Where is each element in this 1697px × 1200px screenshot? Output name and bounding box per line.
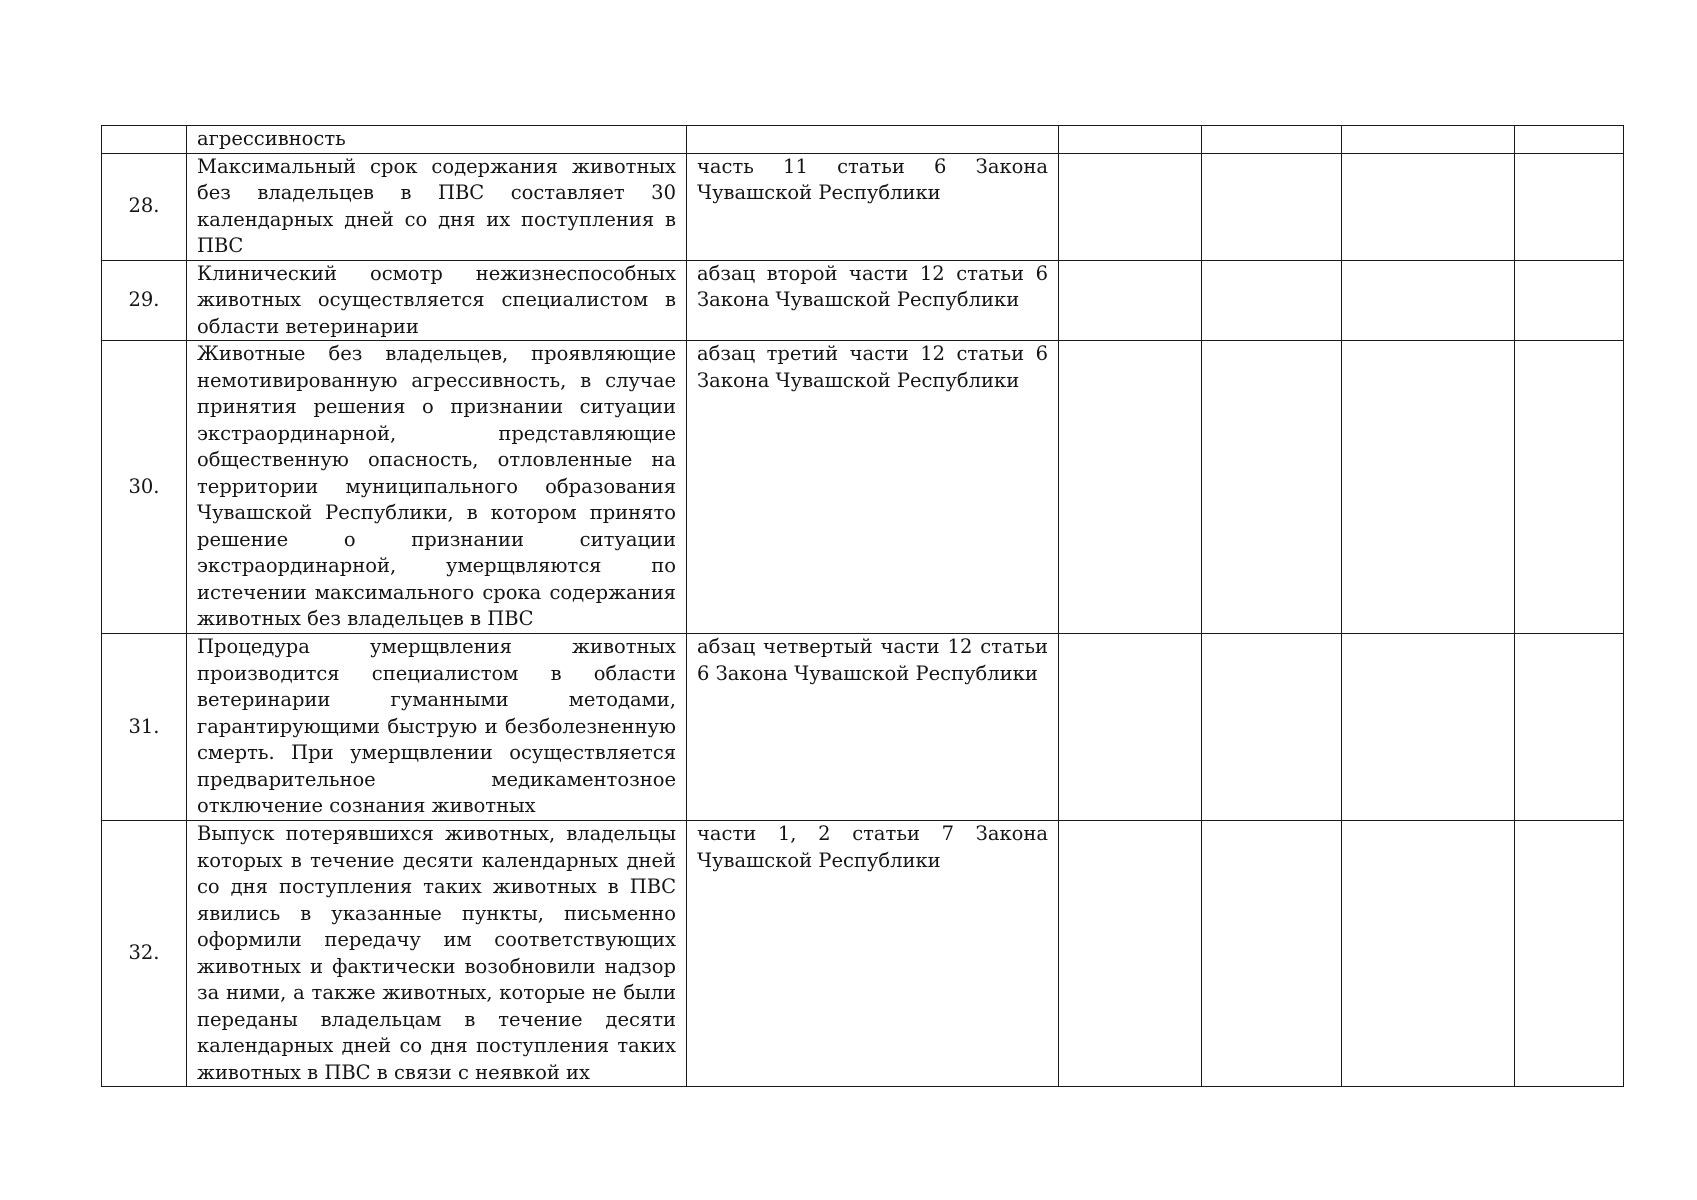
legal-reference: абзац четвертый части 12 статьи 6 Закона Чувашской Республики	[687, 634, 1059, 821]
answer-cell-yes	[1059, 821, 1202, 1087]
legal-reference	[687, 126, 1059, 154]
answer-cell-not-applicable	[1342, 821, 1515, 1087]
table-row	[102, 821, 1624, 1087]
answer-cell-no	[1202, 260, 1342, 341]
requirement-text: Клинический осмотр нежизнеспособных животных осуществляется специалистом в области ветеринарии	[187, 260, 687, 341]
answer-cell-yes	[1059, 153, 1202, 260]
answer-cell-note	[1515, 153, 1624, 260]
row-number: 31.	[102, 634, 187, 821]
table-row	[102, 126, 1624, 154]
row-number: 30.	[102, 341, 187, 634]
answer-cell-no	[1202, 341, 1342, 634]
row-number: 32.	[102, 821, 187, 1087]
requirement-text: Максимальный срок содержания животных без владельцев в ПВС составляет 30 календарных дней со дня их поступления в ПВС	[187, 153, 687, 260]
legal-reference: абзац третий части 12 статьи 6 Закона Чувашской Республики	[687, 341, 1059, 634]
answer-cell-no	[1202, 634, 1342, 821]
answer-cell-not-applicable	[1342, 634, 1515, 821]
answer-cell-yes	[1059, 260, 1202, 341]
answer-cell-note	[1515, 634, 1624, 821]
requirement-text: Животные без владельцев, проявляющие немотивированную агрессивность, в случае принятия решения о признании ситуации экстраординарной, представляющие общественную опасность, отловленные на территории муниципального образования Чувашской Республики, в котором принято решение о признании ситуации экстраординарной, умерщвляются по истечении максимального срока содержания животных без владельцев в ПВС	[187, 341, 687, 634]
row-number: 29.	[102, 260, 187, 341]
legal-reference: часть 11 статьи 6 Закона Чувашской Республики	[687, 153, 1059, 260]
checklist-table	[101, 125, 1624, 1087]
answer-cell-yes	[1059, 634, 1202, 821]
answer-cell-not-applicable	[1342, 126, 1515, 154]
answer-cell-note	[1515, 341, 1624, 634]
answer-cell-not-applicable	[1342, 260, 1515, 341]
answer-cell-no	[1202, 821, 1342, 1087]
answer-cell-not-applicable	[1342, 153, 1515, 260]
row-number: 28.	[102, 153, 187, 260]
answer-cell-yes	[1059, 341, 1202, 634]
table-row	[102, 260, 1624, 341]
answer-cell-note	[1515, 126, 1624, 154]
legal-reference: абзац второй части 12 статьи 6 Закона Чувашской Республики	[687, 260, 1059, 341]
requirement-text: Выпуск потерявшихся животных, владельцы которых в течение десяти календарных дней со дня поступления таких животных в ПВС явились в указанные пункты, письменно оформили передачу им соответствующих животных и фактически возобновили надзор за ними, а также животных, которые не были переданы владельцам в течение десяти календарных дней со дня поступления таких животных в ПВС в связи с неявкой их	[187, 821, 687, 1087]
table-row	[102, 341, 1624, 634]
answer-cell-no	[1202, 153, 1342, 260]
answer-cell-not-applicable	[1342, 341, 1515, 634]
requirement-text: Процедура умерщвления животных производится специалистом в области ветеринарии гуманными методами, гарантирующими быструю и безболезненную смерть. При умерщвлении осуществляется предварительное медикаментозное отключение сознания животных	[187, 634, 687, 821]
table-row	[102, 153, 1624, 260]
requirement-text: агрессивность	[187, 126, 687, 154]
answer-cell-yes	[1059, 126, 1202, 154]
answer-cell-note	[1515, 260, 1624, 341]
answer-cell-no	[1202, 126, 1342, 154]
legal-reference: части 1, 2 статьи 7 Закона Чувашской Республики	[687, 821, 1059, 1087]
answer-cell-note	[1515, 821, 1624, 1087]
table-row	[102, 634, 1624, 821]
row-number	[102, 126, 187, 154]
